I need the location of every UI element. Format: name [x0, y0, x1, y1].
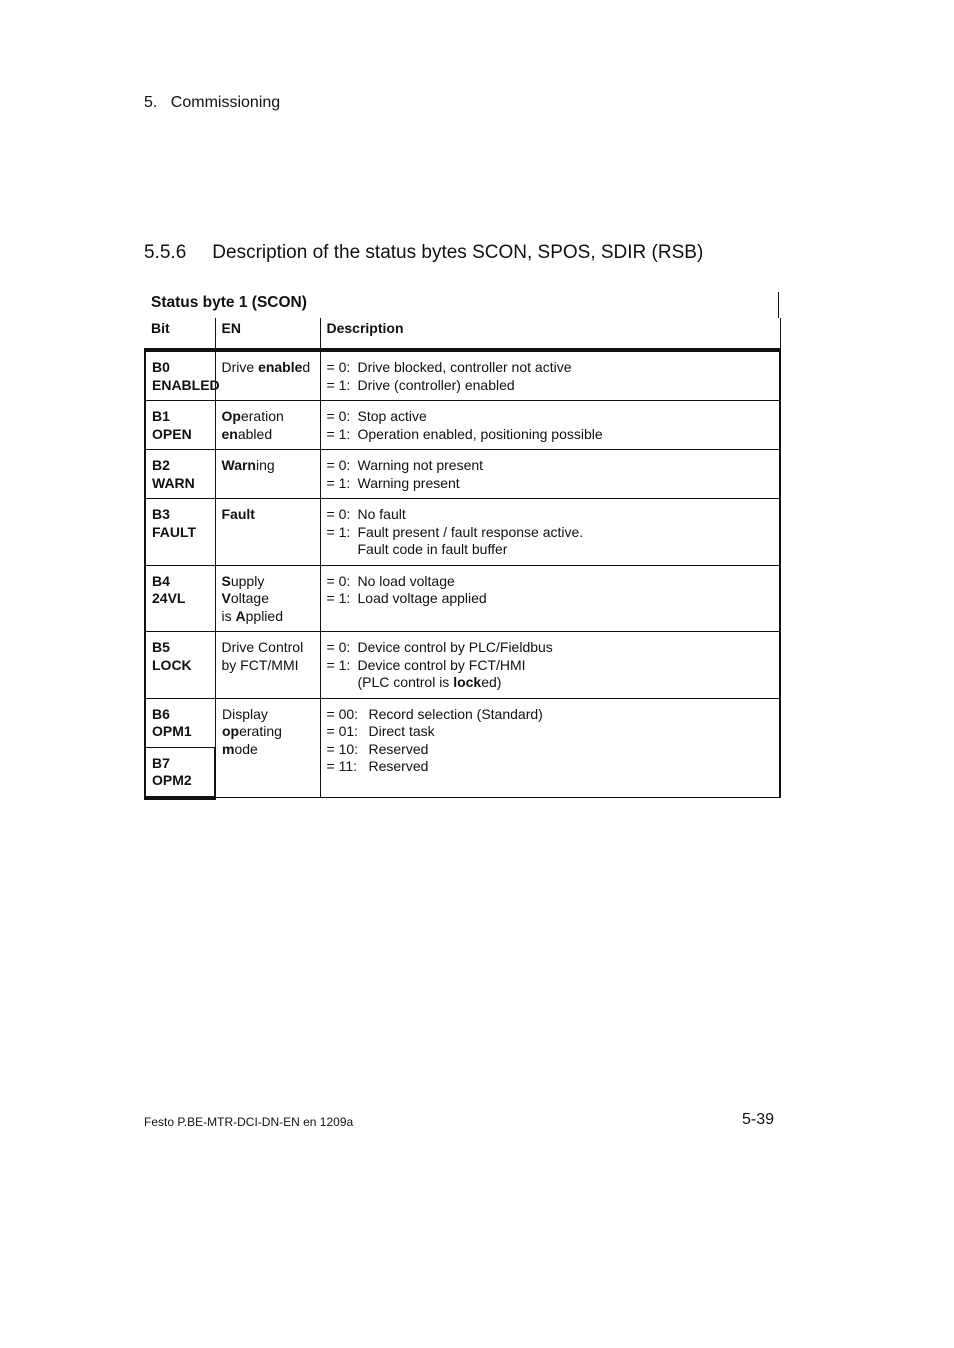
chapter-title: Commissioning [170, 94, 281, 111]
description-cell [320, 450, 780, 499]
en-text-part: A [235, 607, 246, 624]
description-line [327, 674, 774, 692]
table-row [145, 401, 780, 450]
value-meaning: (PLC control is locked) [357, 674, 502, 690]
section-title: Description of the status bytes SCON, SPOS, SDIR (RSB) [212, 242, 704, 263]
description-line [327, 524, 774, 542]
bit-name: OPEN [152, 425, 192, 442]
table-row [145, 450, 780, 499]
value-code: = 01: [326, 723, 359, 739]
value-meaning: No fault [357, 506, 406, 522]
en-cell [215, 450, 320, 499]
bit-cell [145, 565, 215, 632]
description-cell [320, 401, 780, 450]
description-line [327, 590, 774, 608]
column-header-bit: Bit [145, 318, 215, 350]
en-cell [215, 499, 320, 566]
value-code: = 1: [326, 590, 351, 606]
bit-number: B0 [152, 359, 170, 375]
bit-name: OPM2 [152, 772, 192, 788]
bit-name: ENABLED [152, 376, 220, 393]
en-text-part: eration [240, 408, 284, 424]
table-row [145, 632, 780, 699]
bit-cell [145, 401, 215, 450]
value-code: = 1: [326, 376, 351, 393]
value-code: = 0: [326, 408, 351, 424]
en-text-part: oltage [230, 590, 269, 606]
bit-cell [145, 698, 215, 747]
table-caption: Status byte 1 (SCON) [144, 292, 779, 318]
table-row [145, 565, 780, 632]
description-line [327, 741, 774, 759]
value-meaning: Device control by PLC/Fieldbus [357, 639, 553, 655]
value-code: = 1: [326, 474, 351, 491]
bit-cell [145, 632, 215, 699]
footer-document-id: Festo P.BE-MTR-DCI-DN-EN en 1209a [144, 1115, 354, 1129]
en-text-part: Drive Control [221, 639, 304, 655]
value-meaning: Drive blocked, controller not active [357, 359, 572, 375]
bit-name: 24VL [152, 590, 186, 606]
en-cell [215, 565, 320, 632]
value-code: = 0: [326, 457, 351, 473]
en-cell [215, 350, 320, 401]
bit-number: B7 [152, 754, 170, 771]
column-header-description: Description [320, 318, 780, 350]
bit-name: LOCK [152, 656, 192, 673]
en-text-part: Drive [221, 359, 259, 375]
value-meaning: Record selection (Standard) [368, 705, 543, 722]
en-cell [215, 401, 320, 450]
description-line [327, 706, 774, 724]
value-meaning: Operation enabled, positioning possible [357, 425, 603, 442]
en-text-part: Warn [221, 457, 256, 473]
value-meaning: Load voltage applied [357, 590, 487, 606]
scon-table [144, 318, 781, 800]
description-line [327, 657, 774, 675]
chapter-number: 5. [144, 94, 158, 111]
page-number: 5-39 [742, 1111, 775, 1128]
en-text-part: Op [221, 408, 241, 424]
value-code: = 11: [326, 758, 357, 774]
table-header-row [145, 318, 780, 350]
en-cell [215, 698, 320, 798]
value-meaning: Warning not present [357, 457, 484, 473]
value-meaning: Reserved [368, 740, 429, 757]
value-meaning: Device control by FCT/HMI [357, 656, 526, 673]
bit-cell [145, 499, 215, 566]
table-row [145, 698, 780, 747]
en-text-part: enable [258, 359, 303, 375]
bit-cell [145, 350, 220, 401]
value-code: = 1: [326, 656, 351, 673]
en-text-part: upply [230, 572, 265, 589]
table-row [145, 350, 780, 401]
description-line [327, 506, 774, 524]
en-text-part: V [221, 590, 231, 606]
value-meaning: Reserved [368, 758, 429, 774]
en-text-part: en [221, 425, 238, 442]
en-text-part: Fault [221, 506, 255, 522]
description-cell [320, 565, 780, 632]
description-cell [320, 350, 780, 401]
description-line [327, 639, 774, 657]
en-text-part: S [221, 572, 231, 589]
en-text-part: d [302, 359, 311, 375]
description-line [327, 457, 774, 475]
description-cell [320, 499, 780, 566]
description-line [327, 359, 774, 377]
value-code: = 0: [326, 506, 351, 522]
value-code: = 0: [326, 639, 351, 655]
value-code: = 10: [326, 740, 359, 757]
bit-number: B6 [152, 705, 170, 722]
bit-cell [145, 747, 215, 798]
en-text-part: is [221, 607, 236, 624]
value-meaning: No load voltage [357, 572, 455, 589]
status-byte-table [144, 292, 779, 800]
value-code: = 00: [326, 705, 359, 722]
en-text-part: abled [237, 425, 273, 442]
description-line [327, 573, 774, 591]
en-text-part: by FCT/MMI [221, 656, 299, 673]
value-code: = 0: [326, 359, 351, 375]
bit-number: B3 [152, 506, 170, 522]
description-line [327, 541, 774, 559]
bit-name: WARN [152, 474, 195, 491]
bit-cell [145, 450, 215, 499]
value-code: = 1: [326, 523, 351, 540]
bit-number: B4 [152, 572, 170, 589]
description-line [327, 723, 774, 741]
en-text-part: ode [234, 740, 258, 757]
en-text-part: ing [255, 457, 275, 473]
value-meaning: Fault code in fault buffer [357, 541, 508, 557]
value-meaning: Warning present [357, 474, 460, 491]
bit-number: B1 [152, 408, 170, 424]
bit-name: OPM1 [152, 723, 192, 739]
description-cell [320, 632, 780, 699]
description-line [327, 758, 774, 776]
page-header [144, 94, 280, 112]
description-line [327, 377, 774, 395]
description-cell [320, 698, 780, 798]
value-code: = 0: [326, 572, 351, 589]
section-number: 5.5.6 [144, 242, 187, 263]
description-line [327, 426, 774, 444]
value-meaning: Fault present / fault response active. [357, 523, 584, 540]
en-text-part: op [222, 723, 240, 739]
bit-name: FAULT [152, 523, 197, 540]
en-text-part: m [222, 740, 235, 757]
table-row [145, 499, 780, 566]
value-meaning: Direct task [368, 723, 435, 739]
value-meaning: Drive (controller) enabled [357, 376, 515, 393]
en-text-part: erating [239, 723, 282, 739]
value-meaning: Stop active [357, 408, 427, 424]
en-cell [215, 632, 320, 699]
description-line [327, 475, 774, 493]
section-heading [144, 242, 703, 264]
en-text-part: Display [222, 705, 268, 722]
column-header-en: EN [215, 318, 320, 350]
en-text-part: pplied [245, 607, 283, 624]
bit-number: B5 [152, 639, 170, 655]
value-code: = 1: [326, 425, 351, 442]
bit-number: B2 [152, 457, 170, 473]
description-line [327, 408, 774, 426]
